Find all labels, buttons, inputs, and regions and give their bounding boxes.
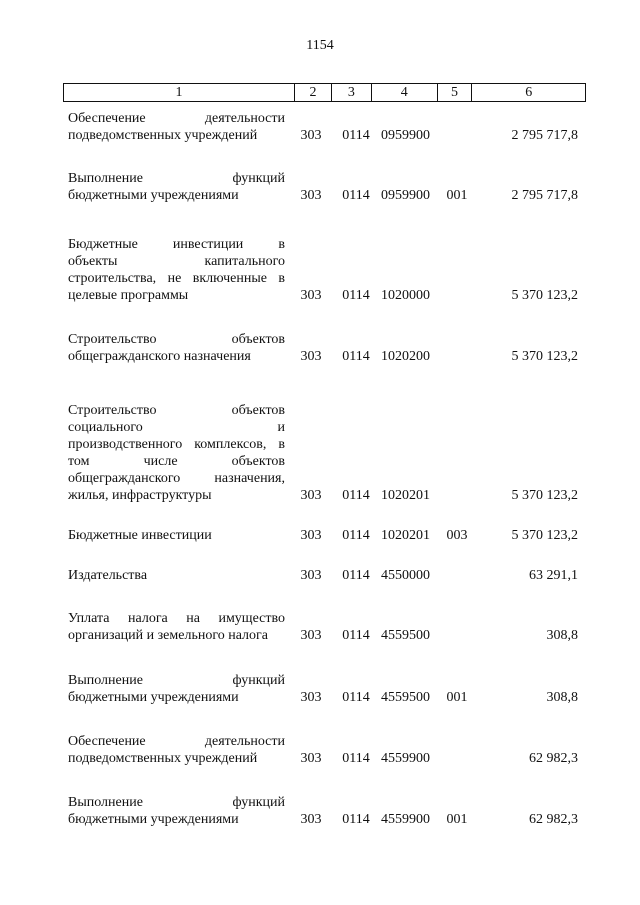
row-description [68,110,285,144]
description-line: Обеспечение деятельности [68,111,285,126]
table-header [63,83,586,102]
description-line: Строительство объектов [68,332,285,347]
description-line: Выполнение функций [68,171,285,186]
cell-c2: 303 [300,488,322,503]
cell-c2: 303 [300,812,322,827]
cell-c2: 303 [300,528,322,543]
cell-c4: 4559500 [381,628,430,643]
cell-c2: 303 [300,188,322,203]
page-number: 1154 [306,38,334,53]
header-col-1: 1 [64,84,295,101]
cell-c5: 003 [446,528,468,543]
description-line: подведомственных учреждений [68,128,258,143]
description-line: бюджетными учреждениями [68,690,239,705]
cell-c4: 4550000 [381,568,430,583]
description-line: социального и [68,420,285,435]
cell-c6: 5 370 123,2 [511,288,578,303]
row-description [68,331,285,365]
cell-c3: 0114 [342,812,370,827]
header-col-2: 2 [295,84,332,101]
description-line: строительства, не включенные в [68,271,285,286]
description-line: производственного комплексов, в [68,437,285,452]
cell-c6: 5 370 123,2 [511,349,578,364]
description-line: Выполнение функций [68,795,285,810]
cell-c2: 303 [300,751,322,766]
description-line: бюджетными учреждениями [68,812,239,827]
header-col-4: 4 [372,84,438,101]
header-col-3: 3 [332,84,372,101]
cell-c2: 303 [300,349,322,364]
cell-c3: 0114 [342,488,370,503]
cell-c4: 1020201 [381,488,430,503]
cell-c6: 308,8 [546,690,578,705]
row-description [68,402,285,504]
row-description [68,170,285,204]
cell-c4: 1020000 [381,288,430,303]
description-line: бюджетными учреждениями [68,188,239,203]
description-line: Уплата налога на имущество [68,611,285,626]
description-line: общегражданского назначения, [68,471,285,486]
description-line: Издательства [68,568,148,583]
row-description [68,610,285,644]
row-description [68,567,285,584]
description-line: Бюджетные инвестиции в [68,237,285,252]
description-line: подведомственных учреждений [68,751,258,766]
cell-c2: 303 [300,128,322,143]
description-line: Обеспечение деятельности [68,734,285,749]
cell-c3: 0114 [342,349,370,364]
description-line: Строительство объектов [68,403,285,418]
description-line: жилья, инфраструктуры [68,488,212,503]
cell-c6: 62 982,3 [529,812,578,827]
cell-c3: 0114 [342,628,370,643]
row-description [68,794,285,828]
cell-c4: 0959900 [381,128,430,143]
row-description [68,672,285,706]
header-col-6: 6 [525,84,533,100]
cell-c3: 0114 [342,690,370,705]
cell-c3: 0114 [342,128,370,143]
cell-c2: 303 [300,288,322,303]
cell-c2: 303 [300,690,322,705]
cell-c6: 308,8 [546,628,578,643]
cell-c4: 0959900 [381,188,430,203]
cell-c6: 2 795 717,8 [511,188,578,203]
cell-c3: 0114 [342,188,370,203]
cell-c2: 303 [300,628,322,643]
cell-c4: 4559500 [381,690,430,705]
description-line: Выполнение функций [68,673,285,688]
description-line: целевые программы [68,288,189,303]
cell-c3: 0114 [342,751,370,766]
cell-c3: 0114 [342,288,370,303]
cell-c6: 2 795 717,8 [511,128,578,143]
cell-c4: 1020201 [381,528,430,543]
cell-c4: 4559900 [381,812,430,827]
description-line: том числе объектов [68,454,285,469]
cell-c3: 0114 [342,568,370,583]
cell-c5: 001 [446,690,468,705]
cell-c6: 62 982,3 [529,751,578,766]
cell-c2: 303 [300,568,322,583]
cell-c6: 63 291,1 [529,568,578,583]
description-line: объекты капитального [68,254,285,269]
row-description [68,733,285,767]
row-description [68,236,285,304]
cell-c5: 001 [446,188,468,203]
header-col-5: 5 [438,84,473,101]
cell-c3: 0114 [342,528,370,543]
cell-c6: 5 370 123,2 [511,528,578,543]
cell-c4: 1020200 [381,349,430,364]
cell-c4: 4559900 [381,751,430,766]
description-line: организаций и земельного налога [68,628,268,643]
description-line: Бюджетные инвестиции [68,528,212,543]
row-description [68,527,285,544]
description-line: общегражданского назначения [68,349,251,364]
cell-c6: 5 370 123,2 [511,488,578,503]
cell-c5: 001 [446,812,468,827]
